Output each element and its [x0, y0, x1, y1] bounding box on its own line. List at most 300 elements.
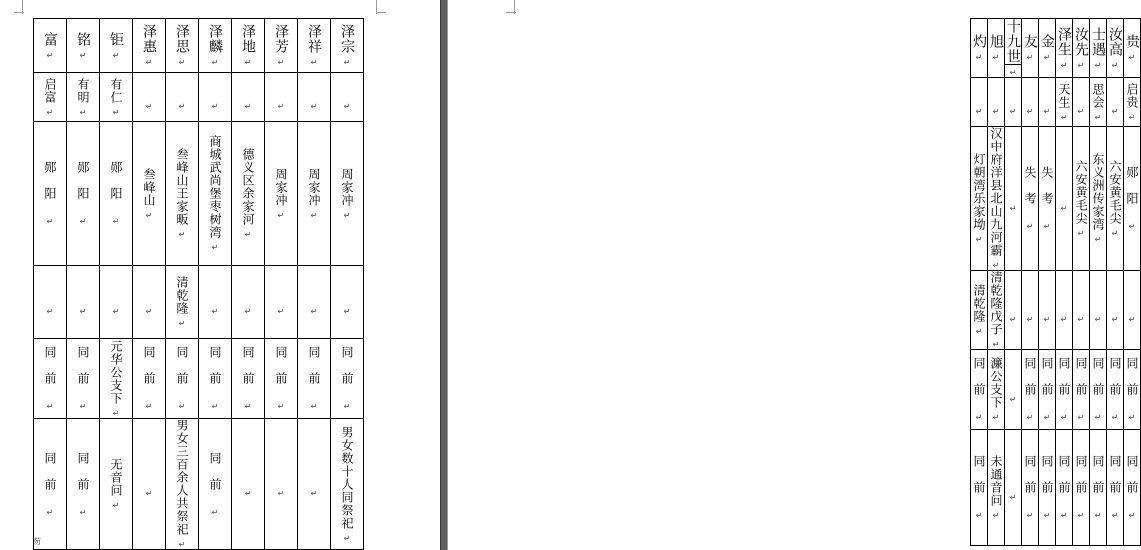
cell-text-residence: 失考: [1023, 166, 1037, 218]
paragraph-mark-icon: ↵: [112, 217, 120, 226]
table-cell[interactable]: [971, 19, 988, 78]
paragraph-mark-icon: ↵: [1128, 315, 1136, 324]
table-cell[interactable]: [1022, 127, 1039, 271]
cell-text-name: 旭: [988, 34, 1004, 49]
cell-text-branch: 同前: [241, 346, 255, 398]
table-cell[interactable]: [988, 350, 1005, 430]
paragraph-mark-icon: ↵: [112, 50, 120, 60]
table-cell[interactable]: [34, 419, 67, 550]
paragraph-mark-icon: ↵: [79, 107, 87, 117]
paragraph-mark-icon: ↵: [1077, 107, 1085, 116]
cell-text-residence: 周家冲: [307, 167, 321, 207]
table-cell[interactable]: [100, 339, 133, 419]
right-page: [448, 0, 1140, 550]
table-cell[interactable]: [971, 127, 988, 271]
cell-text-branch: 同前: [1040, 357, 1054, 409]
table-cell[interactable]: [1073, 271, 1090, 350]
table-cell[interactable]: [34, 19, 67, 73]
table-cell[interactable]: [265, 122, 298, 266]
table-cell[interactable]: [1022, 350, 1039, 430]
cell-text-residence: 郧阳: [76, 161, 90, 213]
cell-text-residence: 商城武尚堡枣树湾: [208, 135, 222, 239]
paragraph-mark-icon: ↵: [211, 507, 219, 517]
paragraph-mark-icon: ↵: [277, 102, 285, 111]
paragraph-mark-icon: ↵: [1026, 511, 1034, 520]
table-cell[interactable]: [1107, 127, 1124, 271]
table-cell[interactable]: [133, 122, 166, 266]
table-cell[interactable]: [298, 339, 331, 419]
paragraph-mark-icon: ↵: [975, 327, 983, 336]
paragraph-mark-icon: ↵: [1077, 511, 1085, 520]
table-cell[interactable]: [298, 73, 331, 122]
table-cell[interactable]: [988, 271, 1005, 350]
table-cell[interactable]: [1056, 127, 1073, 271]
paragraph-mark-icon: ↵: [211, 58, 219, 67]
cell-text-note: 无音问: [109, 458, 123, 497]
table-cell[interactable]: [1124, 19, 1141, 78]
paragraph-mark-icon: ↵: [1094, 315, 1102, 324]
paragraph-mark-icon: ↵: [1111, 107, 1119, 116]
table-cell[interactable]: [988, 127, 1005, 271]
table-cell[interactable]: [199, 122, 232, 266]
table-cell[interactable]: [199, 73, 232, 122]
table-cell[interactable]: [1073, 19, 1090, 78]
cell-text-note: 同前: [208, 451, 222, 504]
table-cell[interactable]: [1022, 271, 1039, 350]
table-cell[interactable]: [988, 19, 1005, 78]
table-cell[interactable]: [133, 339, 166, 419]
table-row-residence: [971, 127, 1141, 271]
paragraph-mark-icon: ↵: [1009, 107, 1017, 116]
table-cell[interactable]: [265, 339, 298, 419]
cell-text-name: 泽生: [1056, 26, 1072, 57]
paragraph-mark-icon: ↵: [1009, 315, 1017, 324]
paragraph-mark-icon: ↵: [1060, 112, 1068, 122]
table-cell[interactable]: [1107, 19, 1124, 78]
table-cell[interactable]: [1107, 350, 1124, 430]
table-cell[interactable]: [331, 122, 364, 266]
table-row-note: [34, 419, 364, 550]
table-cell[interactable]: [1073, 350, 1090, 430]
table-cell[interactable]: [1073, 78, 1090, 127]
cell-text-name: 泽惠: [141, 24, 157, 54]
table-cell[interactable]: [1039, 127, 1056, 271]
table-cell[interactable]: [265, 419, 298, 550]
cell-text-residence: 叁峰山王家畈: [175, 148, 189, 226]
paragraph-mark-icon: ↵: [310, 58, 318, 67]
table-cell[interactable]: [1124, 430, 1141, 546]
table-cell[interactable]: [232, 266, 265, 339]
table-cell[interactable]: [232, 339, 265, 419]
cell-text-residence: 郧阳: [1125, 166, 1139, 218]
table-cell[interactable]: [298, 19, 331, 73]
paragraph-mark-icon: ↵: [992, 413, 1000, 422]
cell-text-branch: 同前: [208, 346, 222, 398]
cell-text-branch: 同前: [1023, 357, 1037, 409]
table-cell[interactable]: [1022, 19, 1039, 78]
table-cell[interactable]: [1022, 430, 1039, 546]
cell-text-residence: 灯朝湾乐家坳: [972, 153, 986, 231]
cell-text-name: 钜: [108, 31, 124, 47]
table-cell[interactable]: [166, 122, 199, 266]
paragraph-mark-icon: ↵: [46, 507, 54, 517]
table-cell[interactable]: [1039, 430, 1056, 546]
paragraph-mark-icon: ↵: [178, 230, 186, 239]
table-cell[interactable]: [1039, 271, 1056, 350]
paragraph-mark-icon: ↵: [112, 408, 120, 418]
paragraph-mark-icon: ↵: [244, 230, 252, 239]
cell-text-note: 同前: [1040, 455, 1054, 507]
paragraph-mark-icon: ↵: [79, 507, 87, 517]
cell-text-note: 同前: [1074, 455, 1088, 507]
cell-text-given: 天生: [1057, 82, 1071, 109]
table-cell[interactable]: [988, 430, 1005, 546]
paragraph-mark-icon: ↵: [992, 107, 1000, 116]
table-cell[interactable]: [1039, 350, 1056, 430]
table-cell[interactable]: [331, 19, 364, 73]
table-cell[interactable]: [1056, 271, 1073, 350]
cell-text-name: 汝高: [1107, 26, 1123, 57]
paragraph-mark-icon: ↵: [343, 210, 351, 220]
table-cell[interactable]: [199, 339, 232, 419]
table-cell[interactable]: [67, 419, 100, 550]
paragraph-mark-icon: ↵: [1094, 112, 1102, 122]
cell-text-note: 男女三百余人共祭祀: [175, 419, 189, 536]
left-page: [0, 0, 440, 550]
paragraph-mark-icon: ↵: [1026, 315, 1034, 324]
paragraph-mark-icon: ↵: [145, 307, 153, 316]
paragraph-mark-icon: ↵: [145, 102, 153, 111]
crop-mark: [506, 12, 516, 13]
paragraph-mark-icon: ↵: [1026, 222, 1034, 231]
cell-text-residence: 郧阳: [43, 161, 57, 213]
genealogy-table-left: [33, 18, 364, 550]
paragraph-mark-icon: ↵: [1026, 107, 1034, 116]
table-cell[interactable]: [1107, 271, 1124, 350]
paragraph-mark-icon: ↵: [244, 58, 252, 67]
paragraph-mark-icon: ↵: [277, 58, 285, 67]
paragraph-mark-icon: ↵: [112, 307, 120, 316]
table-cell[interactable]: [331, 266, 364, 339]
table-cell[interactable]: [1090, 78, 1107, 127]
cell-text-given: 启富: [43, 77, 57, 104]
paragraph-mark-icon: ↵: [1128, 222, 1136, 231]
paragraph-mark-icon: ↵: [1094, 235, 1102, 244]
cell-text-name: 金: [1039, 34, 1055, 49]
paragraph-mark-icon: ↵: [112, 107, 120, 117]
paragraph-mark-icon: ↵: [79, 217, 87, 226]
paragraph-mark-icon: ↵: [992, 511, 1000, 520]
table-cell[interactable]: [133, 73, 166, 122]
cell-text-birth: 清乾隆: [972, 284, 986, 323]
table-cell[interactable]: [100, 122, 133, 266]
cell-text-name: 灼: [971, 34, 987, 49]
cell-text-branch: 濂公支下: [989, 357, 1003, 409]
paragraph-mark-icon: ↵: [145, 210, 153, 220]
cell-text-name: 士遇: [1090, 26, 1106, 57]
paragraph-mark-icon: ↵: [244, 307, 252, 316]
cell-text-branch: 同前: [1057, 357, 1071, 409]
table-cell[interactable]: [199, 266, 232, 339]
table-cell[interactable]: [1056, 350, 1073, 430]
table-cell[interactable]: [133, 19, 166, 73]
table-cell[interactable]: [1005, 78, 1022, 127]
cell-text-branch: 同前: [1091, 357, 1105, 409]
paragraph-mark-icon: ↵: [1111, 60, 1119, 70]
cell-text-note: 同前: [1023, 455, 1037, 507]
cell-text-residence: 德义区余家河: [241, 148, 255, 226]
table-cell[interactable]: [971, 350, 988, 430]
cell-text-name: 铭: [75, 31, 91, 47]
table-cell[interactable]: [100, 73, 133, 122]
paragraph-mark-icon: ↵: [46, 107, 54, 117]
table-cell[interactable]: [199, 19, 232, 73]
cell-text-residence: 郧阳: [109, 161, 123, 213]
paragraph-mark-icon: ↵: [1043, 315, 1051, 324]
paragraph-mark-icon: ↵: [1077, 60, 1085, 70]
paragraph-mark-icon: ↵: [1009, 68, 1017, 77]
cell-text-branch: 同前: [1074, 357, 1088, 409]
table-cell[interactable]: [265, 266, 298, 339]
table-cell[interactable]: [1124, 271, 1141, 350]
paragraph-mark-icon: ↵: [211, 402, 219, 411]
cell-text-note: 同前: [43, 451, 57, 504]
table-cell[interactable]: [1124, 127, 1141, 271]
paragraph-mark-icon: ↵: [1111, 413, 1119, 422]
paragraph-mark-icon: ↵: [211, 102, 219, 111]
paragraph-mark-icon: ↵: [1077, 315, 1085, 324]
paragraph-mark-icon: ↵: [244, 102, 252, 111]
paragraph-mark-icon: ↵: [1094, 413, 1102, 422]
table-cell[interactable]: [166, 19, 199, 73]
table-cell[interactable]: [67, 266, 100, 339]
paragraph-mark-icon: ↵: [1128, 112, 1136, 122]
cell-text-residence: 六安黄毛尖: [1074, 159, 1088, 225]
cell-text-name: 友: [1022, 34, 1038, 49]
table-cell[interactable]: [1039, 78, 1056, 127]
paragraph-mark-icon: ↵: [1043, 511, 1051, 520]
table-cell[interactable]: [100, 266, 133, 339]
cell-text-note: 同前: [76, 451, 90, 504]
cell-text-residence: 六安黄毛尖: [1108, 159, 1122, 225]
table-cell[interactable]: [1073, 430, 1090, 546]
cell-text-note: 同前: [1125, 455, 1139, 507]
cell-text-residence: 失考: [1040, 166, 1054, 218]
table-cell[interactable]: [1056, 78, 1073, 127]
page-divider: [440, 0, 448, 550]
cell-text-name: 富: [42, 31, 58, 47]
table-cell[interactable]: [166, 339, 199, 419]
table-cell[interactable]: [199, 419, 232, 550]
paragraph-mark-icon: ↵: [244, 489, 252, 498]
paragraph-mark-icon: ↵: [1060, 413, 1068, 422]
table-cell[interactable]: [1056, 430, 1073, 546]
table-cell[interactable]: [298, 266, 331, 339]
paragraph-mark-icon: ↵: [975, 235, 983, 244]
table-cell[interactable]: [232, 419, 265, 550]
cell-text-branch: 元华公支下: [109, 339, 123, 405]
table-cell[interactable]: [1056, 19, 1073, 78]
table-cell[interactable]: [67, 19, 100, 73]
paragraph-mark-icon: ↵: [992, 261, 1000, 270]
paragraph-mark-icon: ↵: [343, 533, 351, 543]
cell-text-note: 男女数十人同祭祀: [340, 425, 354, 530]
table-cell[interactable]: [133, 419, 166, 550]
table-cell[interactable]: [1124, 78, 1141, 127]
table-cell[interactable]: [1107, 430, 1124, 546]
table-cell[interactable]: [232, 122, 265, 266]
table-cell[interactable]: [166, 266, 199, 339]
cell-text-branch: 同前: [1125, 357, 1139, 409]
paragraph-mark-icon: ↵: [277, 402, 285, 411]
table-cell[interactable]: [1005, 271, 1022, 350]
table-cell[interactable]: [971, 430, 988, 546]
table-cell[interactable]: [1005, 19, 1022, 78]
cell-text-name: 泽祥: [306, 24, 322, 54]
paragraph-mark-icon: ↵: [1043, 107, 1051, 116]
table-cell[interactable]: [331, 339, 364, 419]
paragraph-mark-icon: ↵: [1009, 394, 1017, 404]
cell-text-note: 同前: [1057, 455, 1071, 507]
paragraph-mark-icon: ↵: [178, 319, 186, 328]
paragraph-mark-icon: ↵: [1077, 228, 1085, 238]
cell-text-note: 同前: [1091, 455, 1105, 507]
paragraph-mark-icon: ↵: [1026, 413, 1034, 422]
table-cell[interactable]: [265, 73, 298, 122]
table-row-birth: [34, 266, 364, 339]
table-cell[interactable]: [1039, 19, 1056, 78]
cell-text-birth: 清乾隆: [175, 276, 189, 315]
paragraph-mark-icon: ↵: [145, 402, 153, 411]
paragraph-mark-icon: ↵: [211, 243, 219, 252]
paragraph-mark-icon: ↵: [79, 402, 87, 411]
table-cell[interactable]: [67, 73, 100, 122]
paragraph-mark-icon: ↵: [310, 210, 318, 220]
paragraph-mark-icon: ↵: [1128, 413, 1136, 422]
cell-text-branch: 同前: [76, 346, 90, 398]
cell-text-branch: 同前: [307, 346, 321, 398]
table-cell[interactable]: [1090, 19, 1107, 78]
table-cell[interactable]: [971, 78, 988, 127]
paragraph-mark-icon: ↵: [1009, 203, 1017, 213]
paragraph-mark-icon: ↵: [46, 402, 54, 411]
paragraph-mark-icon: ↵: [46, 307, 54, 316]
paragraph-mark-icon: ↵: [1060, 203, 1068, 213]
table-cell[interactable]: [100, 419, 133, 550]
cell-text-name: 贵: [1124, 34, 1140, 49]
paragraph-mark-icon: ↵: [277, 489, 285, 498]
table-cell[interactable]: [34, 266, 67, 339]
paragraph-mark-icon: ↵: [1026, 53, 1034, 62]
table-cell[interactable]: [34, 339, 67, 419]
paragraph-mark-icon: ↵: [46, 50, 54, 60]
table-cell[interactable]: [1090, 350, 1107, 430]
table-row-given: [34, 73, 364, 122]
table-cell[interactable]: [67, 339, 100, 419]
cell-text-birth: 清乾隆戊子: [989, 271, 1003, 336]
table-cell[interactable]: [298, 122, 331, 266]
paragraph-mark-icon: ↵: [1077, 413, 1085, 422]
cell-text-residence: 周家冲: [340, 167, 354, 207]
table-cell[interactable]: [1124, 350, 1141, 430]
paragraph-mark-icon: ↵: [178, 540, 186, 549]
table-cell[interactable]: [331, 73, 364, 122]
table-cell[interactable]: [1005, 350, 1022, 430]
cell-text-residence: 周家冲: [274, 167, 288, 207]
table-cell[interactable]: [67, 122, 100, 266]
table-cell[interactable]: [166, 419, 199, 550]
paragraph-mark-icon: ↵: [1111, 228, 1119, 238]
table-cell[interactable]: [1107, 78, 1124, 127]
table-cell[interactable]: [1073, 127, 1090, 271]
table-cell[interactable]: [331, 419, 364, 550]
genealogy-table-right: [970, 18, 1141, 546]
table-cell[interactable]: [100, 19, 133, 73]
table-cell[interactable]: [1005, 430, 1022, 546]
table-cell[interactable]: [34, 73, 67, 122]
cell-text-note: 未通音问: [989, 455, 1003, 507]
cell-text-name: 泽地: [240, 24, 256, 54]
paragraph-mark-icon: ↵: [310, 307, 318, 316]
table-cell[interactable]: [265, 19, 298, 73]
table-cell[interactable]: [1005, 127, 1022, 271]
paragraph-mark-icon: ↵: [1094, 511, 1102, 520]
cell-text-branch: 同前: [274, 346, 288, 398]
paragraph-mark-icon: ↵: [1060, 315, 1068, 324]
paragraph-mark-icon: ↵: [145, 58, 153, 67]
paragraph-mark-icon: ↵: [1111, 315, 1119, 324]
paragraph-mark-icon: ↵: [277, 307, 285, 316]
table-cell[interactable]: [166, 73, 199, 122]
paragraph-mark-icon: ↵: [343, 307, 351, 316]
table-row-branch: [34, 339, 364, 419]
table-cell[interactable]: [34, 122, 67, 266]
table-cell[interactable]: [1090, 127, 1107, 271]
crop-mark: [376, 12, 386, 13]
table-cell[interactable]: [232, 73, 265, 122]
cell-text-given: 启贵: [1125, 82, 1139, 109]
cell-text-given: 思会: [1091, 82, 1105, 109]
table-cell[interactable]: [1090, 271, 1107, 350]
table-cell[interactable]: [988, 78, 1005, 127]
paragraph-mark-icon: ↵: [992, 340, 1000, 349]
cell-text-name: 汝先: [1073, 26, 1089, 57]
cell-text-residence: 叁峰山: [142, 167, 156, 207]
paragraph-mark-icon: ↵: [343, 58, 351, 67]
paragraph-mark-icon: ↵: [1060, 511, 1068, 520]
table-cell[interactable]: [971, 271, 988, 350]
table-cell[interactable]: [1090, 430, 1107, 546]
table-cell[interactable]: [232, 19, 265, 73]
paragraph-mark-icon: ↵: [1128, 53, 1136, 62]
cell-text-branch: 同前: [142, 346, 156, 398]
table-cell[interactable]: [133, 266, 166, 339]
paragraph-mark-icon: ↵: [145, 489, 153, 498]
paragraph-mark-icon: ↵: [343, 402, 351, 411]
paragraph-mark-icon: ↵: [79, 50, 87, 60]
cell-text-branch: 同前: [43, 346, 57, 398]
table-row-name: [34, 19, 364, 73]
paragraph-mark-icon: ↵: [1094, 60, 1102, 70]
crop-mark: [14, 12, 24, 13]
table-cell[interactable]: [298, 419, 331, 550]
table-row-branch: [971, 350, 1141, 430]
paragraph-mark-icon: ↵: [975, 53, 983, 62]
paragraph-mark-icon: ↵: [112, 501, 120, 510]
cell-text-branch: 同前: [340, 346, 354, 398]
table-cell[interactable]: [1022, 78, 1039, 127]
paragraph-mark-icon: ↵: [1009, 492, 1017, 502]
